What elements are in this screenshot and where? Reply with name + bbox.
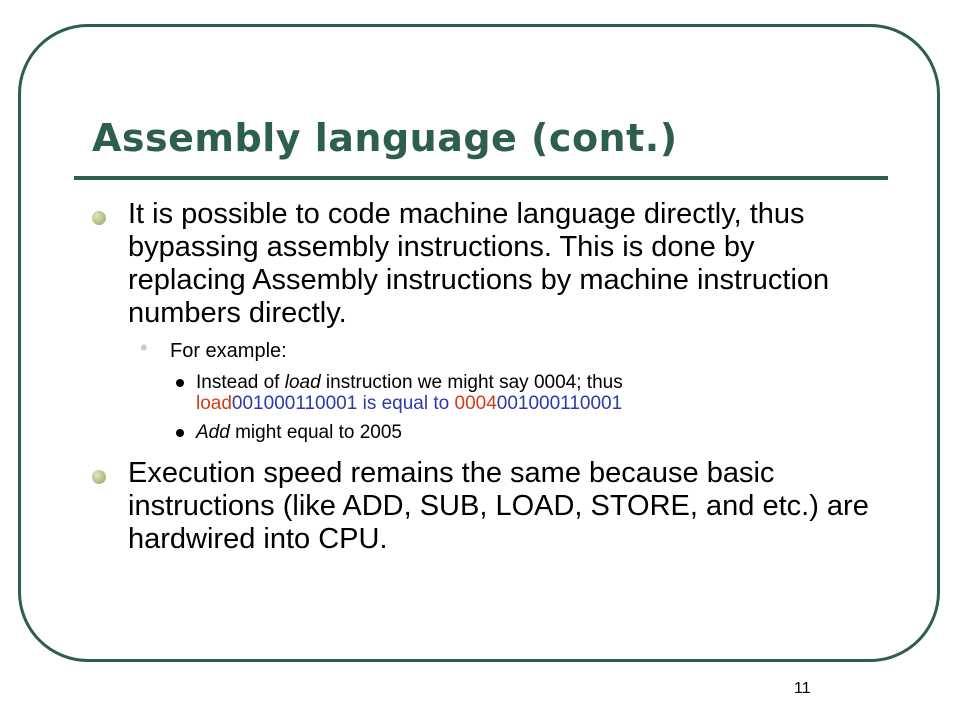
example-code-opcode: 0004 — [454, 393, 497, 414]
bullet-dot-icon — [92, 211, 106, 225]
sub-bullet-list — [128, 335, 880, 443]
example-equal-text: is equal to — [357, 393, 455, 414]
bullet-dot-icon — [92, 470, 106, 484]
example-dot-icon — [176, 429, 184, 437]
example-load-bits: 001000110001 — [231, 393, 358, 414]
example-italic-add: Add — [196, 422, 230, 443]
example-dot-icon — [176, 379, 184, 387]
example-italic-load: load — [284, 372, 321, 393]
bullet-item — [90, 198, 880, 330]
example-text-pre: Instead of — [196, 372, 285, 393]
bullet-item — [90, 457, 880, 556]
page-number: 11 — [794, 680, 811, 697]
example-text-mid: instruction we might say 0004; thus — [320, 372, 623, 393]
example-code-bits: 001000110001 — [496, 393, 623, 414]
example-item — [170, 372, 880, 414]
example-add-rest: might equal to 2005 — [229, 422, 402, 443]
example-load-word: load — [196, 393, 232, 414]
sub-bullet-dot-icon: • — [140, 335, 148, 360]
sub-bullet-text: For example: — [170, 340, 287, 362]
slide-content — [90, 198, 880, 556]
slide-title: Assembly language (cont.) — [92, 116, 678, 160]
sub-bullet-item — [128, 335, 880, 364]
bullet-text: It is possible to code machine language directly, thus bypassing assembly instructions. This is done by replacing Assembly instructions by machine instruction numbers directly. — [128, 198, 830, 329]
example-item — [170, 422, 880, 443]
bullet-text: Execution speed remains the same because basic instructions (like ADD, SUB, LOAD, STORE, and etc.) are hardwired into CPU. — [128, 457, 869, 555]
title-underline — [74, 176, 888, 180]
